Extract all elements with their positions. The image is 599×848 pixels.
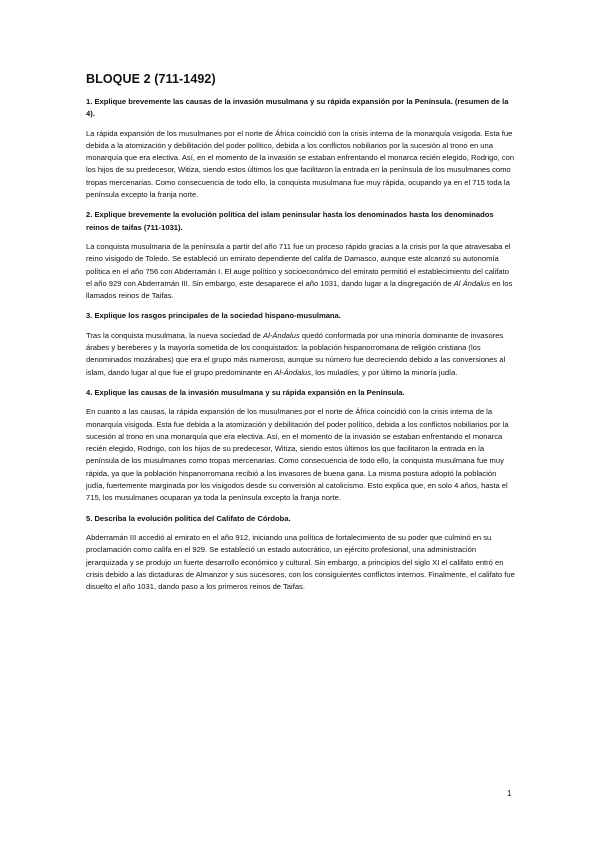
- answer-2-text-end: en los llamados reinos de Taifas.: [86, 278, 513, 301]
- answer-3-text: Tras la conquista musulmana, la nueva sociedad de: [86, 330, 264, 340]
- answer-3: [86, 330, 516, 379]
- answer-2-text: La conquista musulmana de la península a partir del año 711 fue un proceso rápido gracias a la crisis por la que atravesaba el reino visigodo de Toledo. Se estableció un emirato dependiente del califa de Damasco, aunque este alcanzó su autonomía política en el año 756 con Abderramán I. El auge político y socioeconómico del emirato permitió el establecimiento del califato el año 929 con Abderramán III. Sin embargo, este desaparece el año 1031, dando lugar a la disgregación de: [86, 241, 511, 288]
- section-2: [86, 209, 516, 302]
- section-4: [86, 387, 516, 505]
- answer-5: [86, 532, 516, 593]
- answer-4-text: En cuanto a las causas, la rápida expansión de los musulmanes por el norte de África coincidió con la crisis interna de la monarquía visigoda. Esta fue debida a la atomización y debilitación del poder político, debida a los conflictos nobiliarios por la sucesión al trono en una monarquía que era electiva. Así, en el momento de la invasión se estaban enfrentando el monarca recién elegido, Rodrigo, con los hijos de su predecesor, Witiza, siendo estos últimos los que facilitaron la entrada en la península de los musulmanes como tropas mercenarias. Como consecuencia de todo ello, la conquista musulmana fue muy rápida, ya que la población hispanorromana recibió a los invasores de buena gana. La misma postura adoptó la población judía, fuertemente marginada por los visigodos desde su conversión al catolicismo. Esto explica que, en solo 4 años, hasta el 715, los musulmanes ocuparan ya toda la península excepto la franja norte.: [86, 407, 509, 503]
- answer-4: [86, 406, 516, 504]
- answer-3-italic-term-2: Al-Ándalus: [274, 367, 312, 377]
- answer-3-text-end: , los muladíes, y por último la minoría judía.: [311, 367, 458, 377]
- answer-5-text: Abderramán III accedió al emirato en el año 912, iniciando una política de fortalecimiento de su poder que culminó en su proclamación como califa en el 929. Se estableció un estado autocrático, un ejército profesional, una administración jerarquizada y se produjo un fuerte desarrollo económico y cultural. Sin embargo, a principios del siglo XI el califato entró en crisis debido a las dictaduras de Almanzor y sus sucesores, con los consiguientes conflictos internos. Finalmente, el califato fue disuelto el año 1031, dando paso a los primeros reinos de Taifas.: [86, 532, 515, 592]
- answer-2: [86, 241, 516, 302]
- question-1: 1. Explique brevemente las causas de la invasión musulmana y su rápida expansión por la Península. (resumen de la 4).: [86, 97, 509, 119]
- section-3: [86, 310, 516, 378]
- answer-2-italic-term: Al Ándalus: [453, 278, 491, 288]
- question-4: 4. Explique las causas de la invasión musulmana y su rápida expansión en la Península.: [86, 387, 405, 397]
- answer-3-italic-term: Al-Ándalus: [263, 330, 300, 340]
- answer-3-text-mid: quedó conformada por una minoría dominante de invasores árabes y bereberes y la mayoría sometida de los conquistados: la población hispanorromana de religión cristiana (los denominados mozárabes) que era el grupo más numeroso, aunque su número fue decreciendo debido a las conversiones al islam, dando lugar al que fue el grupo predominante en: [86, 330, 506, 377]
- section-5: [86, 513, 516, 594]
- question-3: 3. Explique los rasgos principales de la sociedad hispano-musulmana.: [86, 311, 341, 321]
- question-2: 2. Explique brevemente la evolución política del islam peninsular hasta los denominados hasta los denominados reinos de taifas (711-1031).: [86, 210, 494, 232]
- page-number: 1: [507, 789, 512, 798]
- document-body: [86, 72, 516, 601]
- answer-1-text: La rápida expansión de los musulmanes por el norte de África coincidió con la crisis interna de la monarquía visigoda. Esta fue debida a la atomización y debilitación del poder político, debida a los conflictos nobiliarios por la sucesión al trono en una monarquía que era electiva. Así, en el momento de la invasión se estaban enfrentando el monarca recién elegido, Rodrigo, con los hijos de su predecesor, Witiza, siendo estos últimos los que facilitaron la entrada en la península de los musulmanes como tropas mercenarias. Como consecuencia de todo ello, la conquista musulmana fue muy rápida, ocupando ya en el 715 toda la península excepto la franja norte.: [86, 128, 515, 200]
- section-1: [86, 96, 516, 201]
- document-title: BLOQUE 2 (711-1492): [86, 72, 216, 86]
- question-5: 5. Describa la evolución política del Califato de Córdoba.: [86, 513, 291, 523]
- answer-1: [86, 128, 516, 202]
